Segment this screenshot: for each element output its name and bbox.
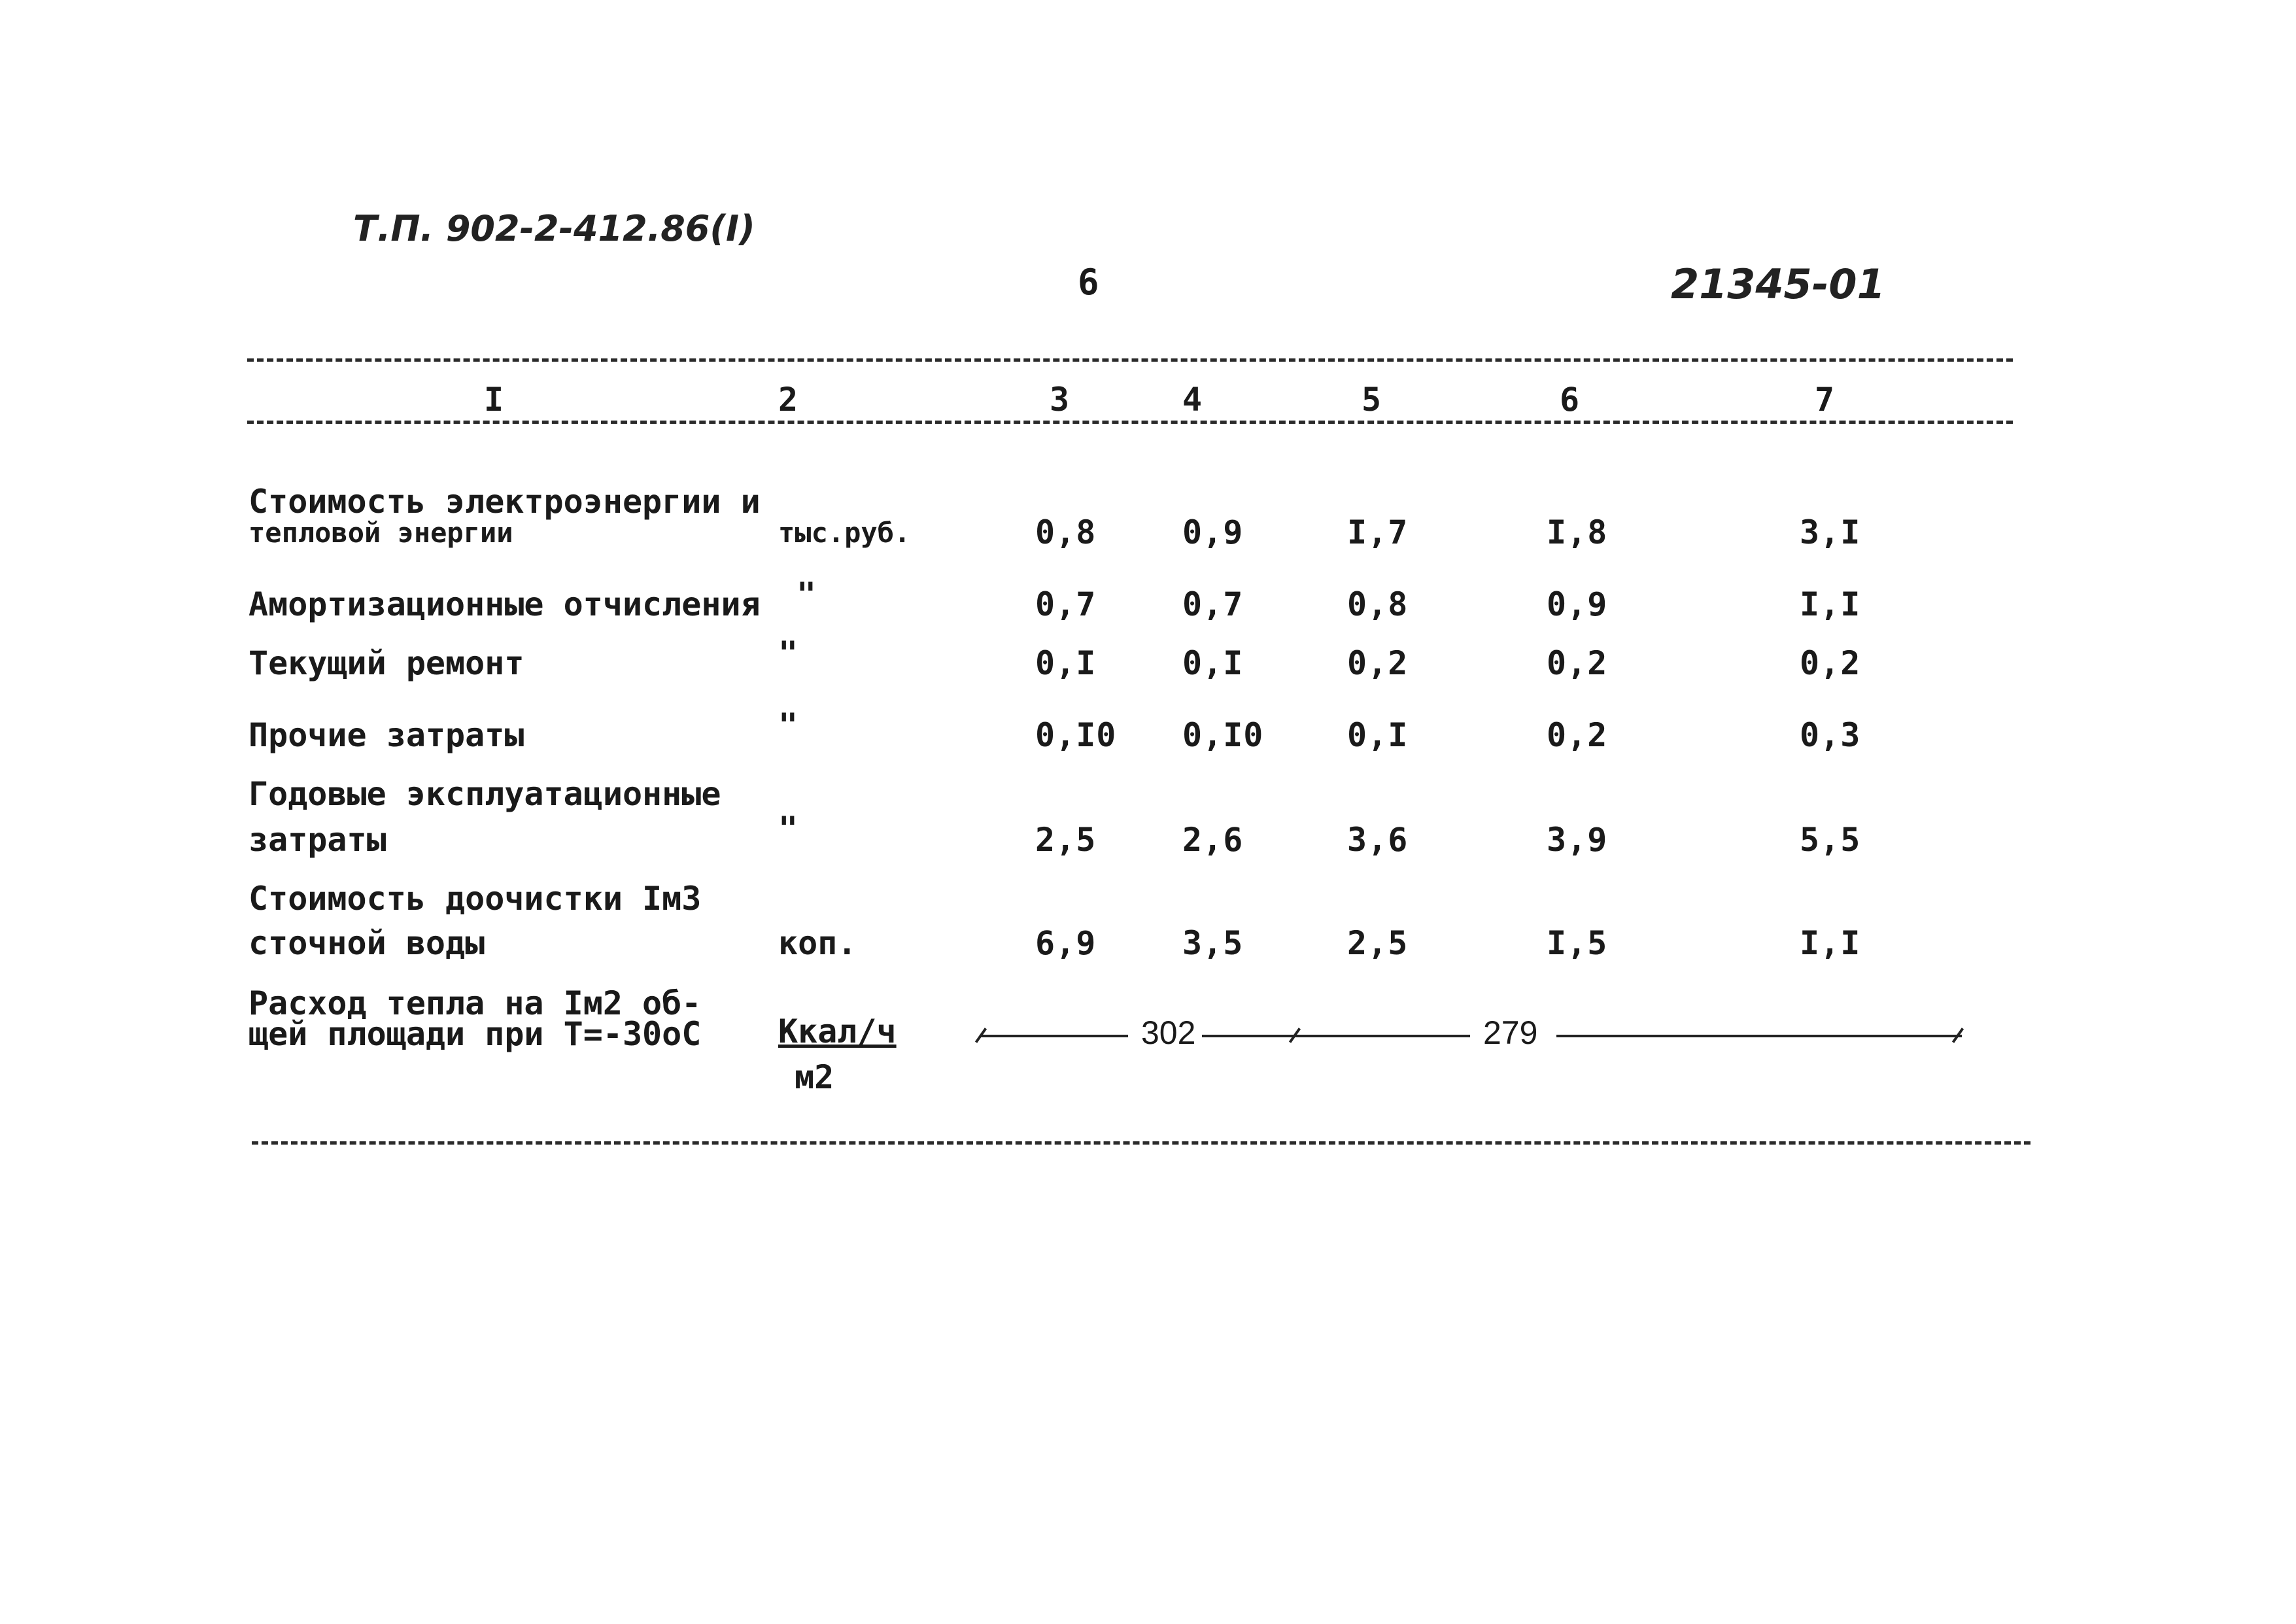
row-value: I,5: [1547, 924, 1608, 962]
row-unit-denominator: м2: [795, 1058, 834, 1096]
row-value: 0,2: [1347, 644, 1409, 682]
row-value: 0,9: [1547, 585, 1608, 623]
row-value: 3,9: [1547, 821, 1608, 859]
row-value: 3,I: [1800, 513, 1861, 551]
span-value: 279: [1483, 1014, 1538, 1051]
row-value: 0,9: [1182, 513, 1244, 551]
row-unit: ": [778, 634, 798, 672]
row-label-continued: щей площади при Т=-30оС: [248, 1015, 702, 1053]
row-label: Текущий ремонт: [248, 644, 524, 682]
row-value: 3,5: [1182, 924, 1244, 962]
row-unit: тыс.руб.: [778, 517, 911, 549]
column-header: I: [484, 381, 505, 419]
row-value: 0,8: [1035, 513, 1097, 551]
column-header: 6: [1560, 381, 1581, 419]
column-header: 4: [1182, 381, 1203, 419]
row-value: 0,7: [1035, 585, 1097, 623]
row-value: 0,2: [1800, 644, 1861, 682]
row-unit: Ккал/ч: [778, 1012, 897, 1050]
row-value: 2,5: [1035, 821, 1097, 859]
row-label: Прочие затраты: [248, 716, 524, 754]
span-line: [1202, 1035, 1470, 1037]
row-value: 0,I: [1035, 644, 1097, 682]
row-value: I,7: [1347, 513, 1409, 551]
span-line: [1556, 1035, 1962, 1037]
row-label-continued: тепловой энергии: [248, 517, 513, 549]
row-value: 6,9: [1035, 924, 1097, 962]
row-value: 0,2: [1547, 716, 1608, 754]
row-unit: коп.: [778, 924, 857, 962]
row-label: Стоимость доочистки IмЗ: [248, 880, 702, 918]
row-label-continued: сточной воды: [248, 924, 485, 962]
row-unit: ": [778, 706, 798, 744]
row-value: I,I: [1800, 585, 1861, 623]
document-reference: Т.П. 902-2-412.86(I): [353, 208, 755, 249]
row-label: Расход тепла на Iм2 об-: [248, 984, 702, 1022]
row-value: 0,2: [1547, 644, 1608, 682]
row-value: 0,8: [1347, 585, 1409, 623]
row-value: I,8: [1547, 513, 1608, 551]
column-header: 5: [1362, 381, 1382, 419]
sheet-code: 21345-01: [1671, 260, 1885, 308]
row-label: Годовые эксплуатационные: [248, 775, 721, 813]
span-value: 302: [1141, 1014, 1196, 1051]
row-value: 2,5: [1347, 924, 1409, 962]
header-bottom-rule: [247, 421, 2013, 424]
row-label: Стоимость электроэнергии и: [248, 483, 761, 521]
row-value: 0,3: [1800, 716, 1861, 754]
row-unit: ": [778, 810, 798, 848]
row-value: I,I: [1800, 924, 1861, 962]
row-value: 2,6: [1182, 821, 1244, 859]
table-bottom-rule: [252, 1141, 2030, 1145]
row-label-continued: затраты: [248, 821, 386, 859]
row-value: 5,5: [1800, 821, 1861, 859]
row-value: 0,I: [1347, 716, 1409, 754]
row-value: 0,7: [1182, 585, 1244, 623]
row-unit: ": [797, 576, 817, 613]
column-header: 2: [778, 381, 799, 419]
row-value: 0,I: [1182, 644, 1244, 682]
row-value: 3,6: [1347, 821, 1409, 859]
page-number: 6: [1078, 262, 1099, 303]
row-label: Амортизационные отчисления: [248, 585, 761, 623]
table-top-rule: [247, 358, 2013, 362]
span-line: [981, 1035, 1128, 1037]
column-header: 7: [1815, 381, 1836, 419]
row-value: 0,I0: [1035, 716, 1117, 754]
column-header: 3: [1050, 381, 1071, 419]
row-value: 0,I0: [1182, 716, 1264, 754]
